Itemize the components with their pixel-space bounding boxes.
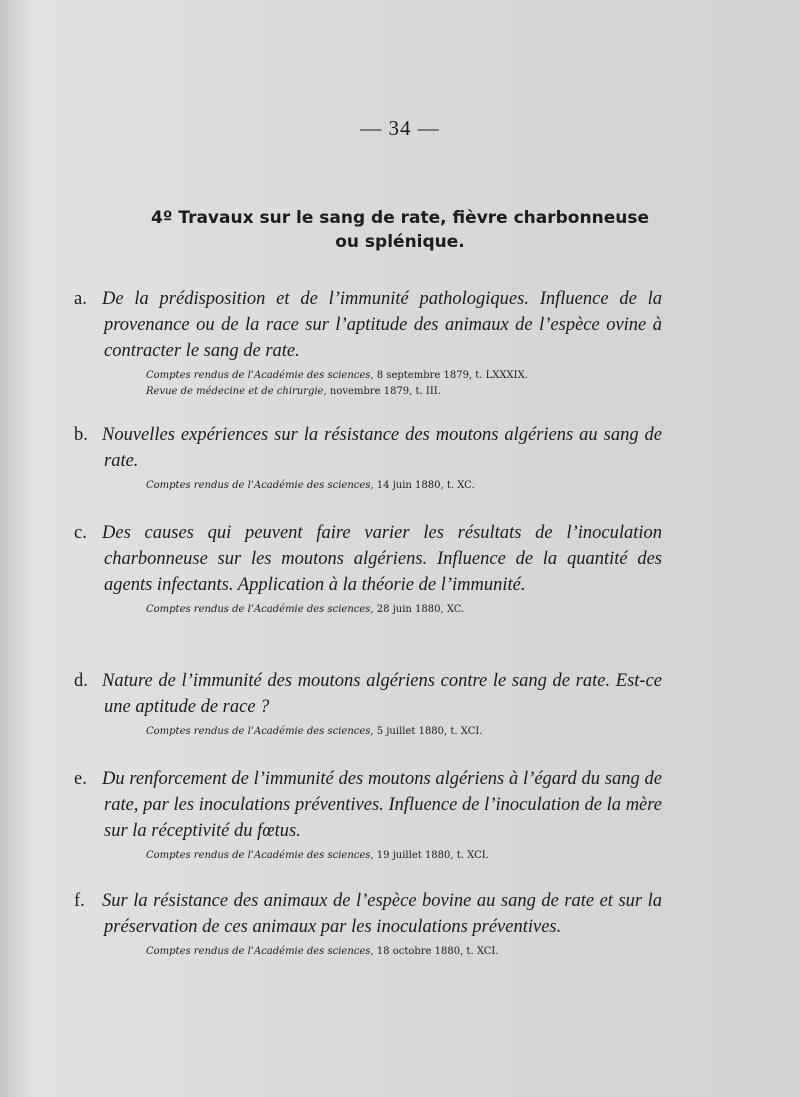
reference-detail: 8 septembre 1879, t. LXXXIX. <box>373 370 528 381</box>
entry-letter: b. <box>74 425 88 445</box>
entry-title-text: De la prédisposition et de l’immunité pathologiques. Influence de la provenance ou de la race sur l’aptitude des animaux de l’espèce ovine à contracter le sang de rate. <box>102 289 662 361</box>
reference-detail: 18 octobre 1880, t. XCI. <box>373 946 499 957</box>
reference-source: Comptes rendus de l’Académie des sciences, <box>146 726 374 737</box>
reference-source: Comptes rendus de l’Académie des sciences, <box>146 370 374 381</box>
reference <box>146 724 662 740</box>
reference <box>146 478 662 494</box>
entry-references <box>74 944 662 960</box>
section-heading-line-1: 4º Travaux sur le sang de rate, fièvre charbonneuse <box>151 208 649 228</box>
entry-d <box>74 668 662 740</box>
reference-source: Revue de médecine et de chirurgie, <box>146 386 327 397</box>
entry-references <box>74 602 662 618</box>
entry-title-text: Des causes qui peuvent faire varier les résultats de l’inoculation charbonneuse sur les moutons algériens. Influence de la quantité des agents infectants. Application à la théorie de l’immunité. <box>102 523 662 595</box>
entry-letter: d. <box>74 671 88 691</box>
entry-title-text: Nature de l’immunité des moutons algériens contre le sang de rate. Est-ce une aptitude de race ? <box>102 671 662 717</box>
entry-f <box>74 888 662 960</box>
reference <box>146 368 662 384</box>
section-heading <box>70 206 730 254</box>
section-heading-line-2: ou splénique. <box>335 232 465 252</box>
entry-c <box>74 520 662 618</box>
reference <box>146 602 662 618</box>
reference <box>146 384 662 400</box>
page-number: — 34 — <box>360 116 440 140</box>
entry-letter: e. <box>74 769 87 789</box>
reference-source: Comptes rendus de l’Académie des sciences, <box>146 850 374 861</box>
reference <box>146 944 662 960</box>
reference-source: Comptes rendus de l’Académie des sciences, <box>146 480 374 491</box>
entry-b <box>74 422 662 494</box>
entry-references <box>74 724 662 740</box>
entry-letter: a. <box>74 289 87 309</box>
reference-detail: 28 juin 1880, XC. <box>373 604 465 615</box>
reference-detail: 19 juillet 1880, t. XCI. <box>373 850 489 861</box>
entry-title <box>74 286 662 364</box>
entry-references <box>74 478 662 494</box>
entry-title <box>74 888 662 940</box>
reference-detail: 14 juin 1880, t. XC. <box>373 480 475 491</box>
reference-source: Comptes rendus de l’Académie des sciences, <box>146 946 374 957</box>
entry-letter: c. <box>74 523 87 543</box>
entry-title <box>74 766 662 844</box>
entry-e <box>74 766 662 864</box>
entry-references <box>74 848 662 864</box>
entry-title-text: Nouvelles expériences sur la résistance des moutons algériens au sang de rate. <box>102 425 662 471</box>
reference-source: Comptes rendus de l’Académie des sciences, <box>146 604 374 615</box>
entry-title-text: Sur la résistance des animaux de l’espèce bovine au sang de rate et sur la préservation de ces animaux par les inoculations préventives. <box>102 891 662 937</box>
reference-detail: novembre 1879, t. III. <box>326 386 441 397</box>
reference-detail: 5 juillet 1880, t. XCI. <box>373 726 483 737</box>
entry-references <box>74 368 662 400</box>
reference <box>146 848 662 864</box>
entry-title-text: Du renforcement de l’immunité des moutons algériens à l’égard du sang de rate, par les inoculations préventives. Influence de l’inoculation de la mère sur la réceptivité du fœtus. <box>102 769 662 841</box>
entry-letter: f. <box>74 891 85 911</box>
entry-title <box>74 422 662 474</box>
entry-a <box>74 286 662 400</box>
entry-title <box>74 520 662 598</box>
entry-title <box>74 668 662 720</box>
